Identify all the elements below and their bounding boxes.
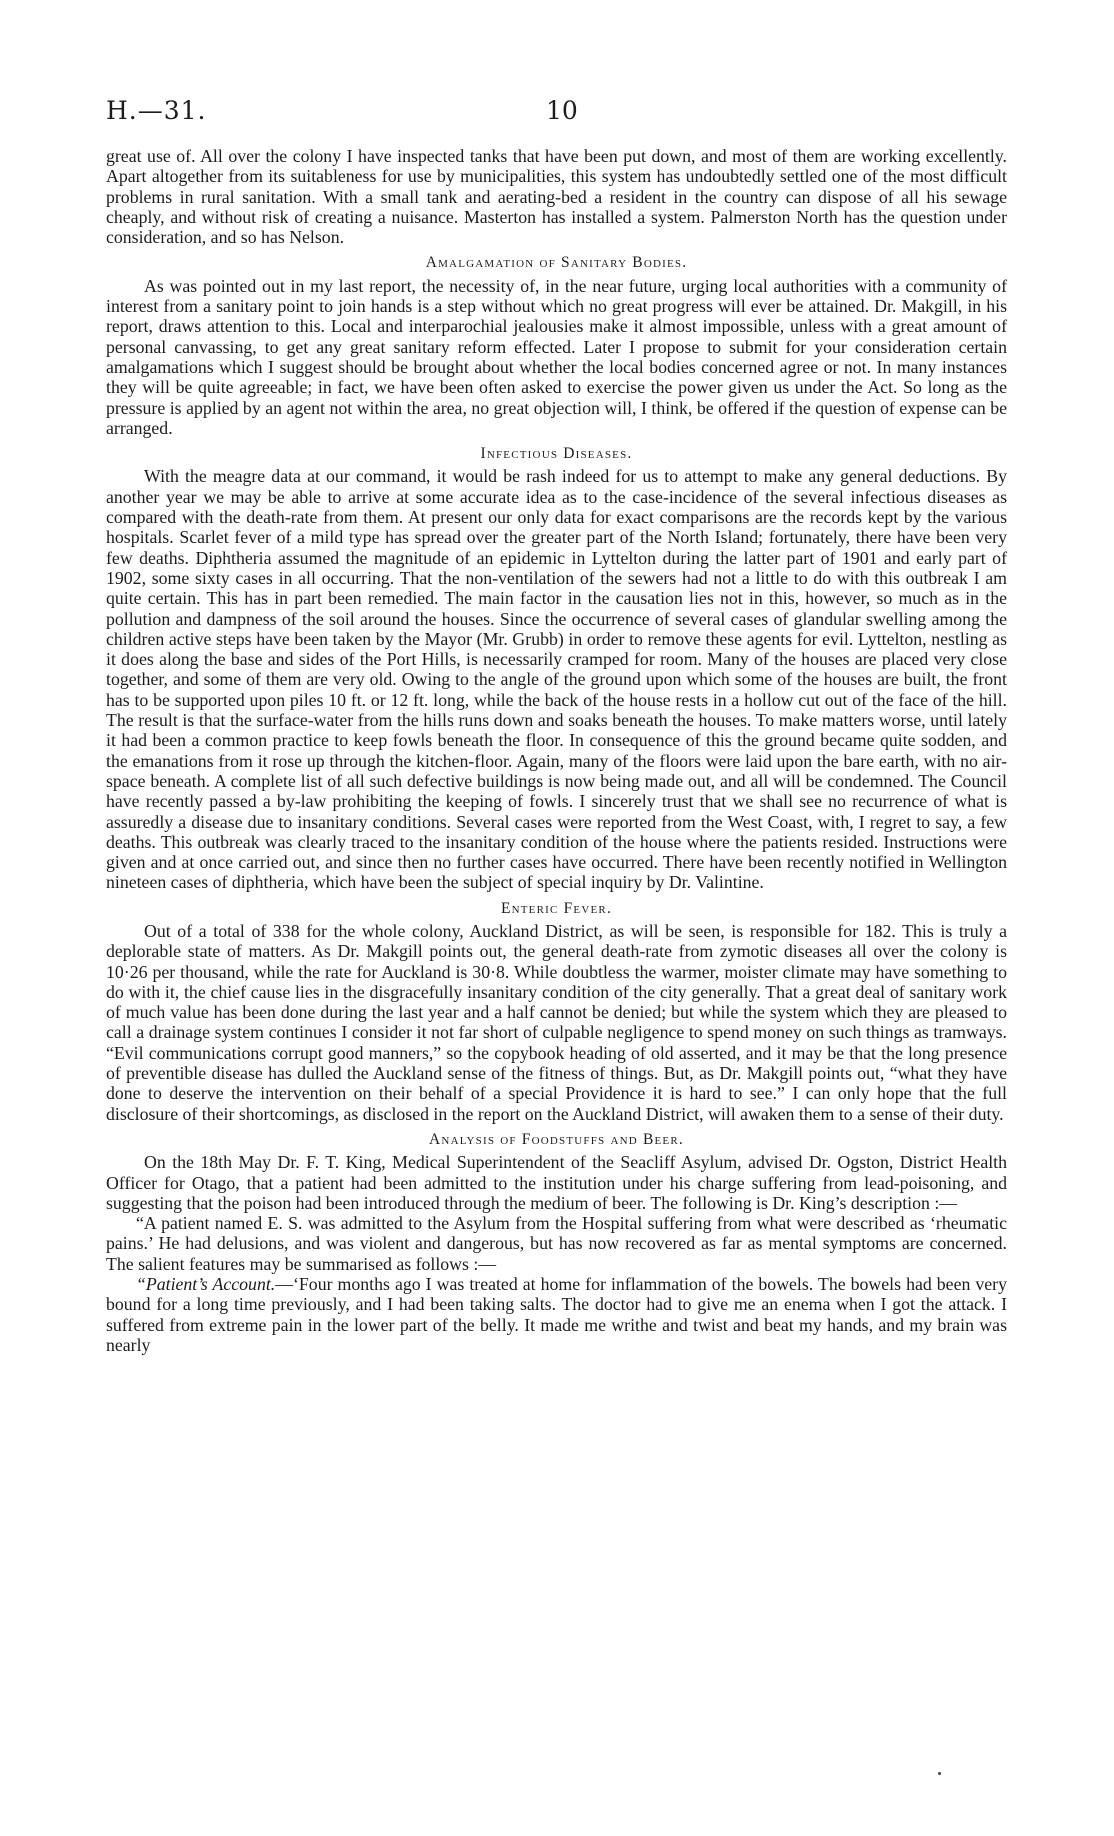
page-header [106, 96, 1006, 130]
page-number: 10 [546, 96, 578, 125]
quote-paragraph: “A patient named E. S. was admitted to the Asylum from the Hospital suffering from what were described as ‘rheumatic pains.’ He had delusions, and was violent and dangerous, but has now recovered as far as mental symptoms are concerned. The salient features may be summarised as follows :— [106, 1213, 1007, 1274]
patient-account-text: —‘Four months ago I was treated at home for inflammation of the bowels. The bowels had been very bound for a long time previously, and I had been taking salts. The doctor had to give me an enema when I got the attack. I suffered from extreme pain in the lower part of the belly. It made me writhe and twist and beat my hands, and my brain was nearly [106, 1274, 1007, 1355]
section-heading-infectious-diseases: Infectious Diseases. [480, 445, 633, 463]
stray-mark [938, 1772, 941, 1775]
section-heading-amalgamation: Amalgamation of Sanitary Bodies. [425, 254, 688, 272]
patient-account-label: “Patient’s Account. [136, 1274, 276, 1295]
section-heading-foodstuffs: Analysis of Foodstuffs and Beer. [429, 1130, 684, 1148]
section-heading-enteric-fever: Enteric Fever. [500, 899, 613, 917]
paragraph-foodstuffs: On the 18th May Dr. F. T. King, Medical Superintendent of the Seacliff Asylum, advised Dr. Ogston, District Health Officer for Otago, that a patient had been admitted to the institution under his charge suffering from lead-poisoning, and suggesting that the poison had been introduced through the medium of beer. The following is Dr. King’s description :— [106, 1152, 1007, 1213]
paragraph-infectious-diseases: With the meagre data at our command, it would be rash indeed for us to attempt to make any general deductions. By another year we may be able to arrive at some accurate idea as to the case-incidence of the several infectious diseases as compared with the death-rate from them. At present our only data for exact comparisons are the records kept by the various hospitals. Scarlet fever of a mild type has spread over the greater part of the North Island; fortunately, there have been very few deaths. Diphtheria assumed the magnitude of an epidemic in Lyttelton during the latter part of 1901 and early part of 1902, some sixty cases in all occurring. That the non-ventilation of the sewers had not a little to do with this outbreak I am quite certain. This has in part been remedied. The main factor in the causation lies not in this, however, so much as in the pollution and dampness of the soil around the houses. Since the occurrence of several cases of glandular swelling among the children active steps have been taken by the Mayor (Mr. Grubb) in order to remove these agents for evil. Lyttelton, nestling as it does along the base and sides of the Port Hills, is necessarily cramped for room. Many of the houses are placed very close together, and some of them are very old. Owing to the angle of the ground upon which some of the houses are built, the front has to be supported upon piles 10 ft. or 12 ft. long, while the back of the house rests in a hollow cut out of the face of the hill. The result is that the surface-water from the hills runs down and soaks beneath the houses. To make matters worse, until lately it had been a common practice to keep fowls beneath the floor. In consequence of this the ground became quite sodden, and the emanations from it rose up through the kitchen-floor. Again, many of the floors were laid upon the bare earth, with no air-space beneath. A complete list of all such defective buildings is now being made out, and all will be condemned. The Council have recently passed a by-law prohibiting the keeping of fowls. I sincerely trust that we shall see no recurrence of what is assuredly a disease due to insanitary conditions. Several cases were reported from the West Coast, with, I regret to say, a few deaths. This outbreak was clearly traced to the insanitary condition of the house where the patients resided. Instructions were given and at once carried out, and since then no further cases have occurred. There have been recently notified in Wellington nineteen cases of diphtheria, which have been the subject of special inquiry by Dr. Valintine. [106, 466, 1007, 893]
intro-paragraph: great use of. All over the colony I have inspected tanks that have been put down, and most of them are working excellently. Apart altogether from its suitableness for use by municipalities, this system has undoubtedly settled one of the most difficult problems in rural sanitation. With a small tank and aerating-bed a resident in the country can dispose of all his sewage cheaply, and without risk of creating a nuisance. Masterton has installed a system. Palmerston North has the question under consideration, and so has Nelson. [106, 146, 1007, 248]
document-body [106, 146, 1007, 1355]
patient-account-paragraph [106, 1274, 1007, 1355]
paragraph-amalgamation: As was pointed out in my last report, the necessity of, in the near future, urging local authorities with a community of interest from a sanitary point to join hands is a step without which no great progress will ever be attained. Dr. Makgill, in his report, draws attention to this. Local and interparochial jealousies make it almost impossible, unless with a great amount of personal canvassing, to get any great sanitary reform effected. Later I propose to submit for your consideration certain amalgamations which I suggest should be brought about whether the local bodies concerned agree or not. In many instances they will be quite agreeable; in fact, we have been often asked to exercise the power given us under the Act. So long as the pressure is applied by an agent not within the area, no great objection will, I think, be offered if the question of expense can be arranged. [106, 275, 1007, 438]
document-reference: H.—31. [106, 96, 207, 125]
paragraph-enteric-fever: Out of a total of 338 for the whole colony, Auckland District, as will be seen, is responsible for 182. This is truly a deplorable state of matters. As Dr. Makgill points out, the general death-rate from zymotic diseases all over the colony is 10·26 per thousand, while the rate for Auckland is 30·8. While doubtless the warmer, moister climate may have something to do with it, the chief cause lies in the disgracefully insanitary condition of the city generally. That a great deal of sanitary work of much value has been done during the last year and a half cannot be denied; but while the system which they are pleased to call a drainage system continues I consider it not far short of culpable negligence to spend money on such things as tramways. “Evil communications corrupt good manners,” so the copybook heading of old asserted, and it may be that the long presence of preventible disease has dulled the Auckland sense of the fitness of things. But, as Dr. Makgill points out, “what they have done to deserve the intervention on their behalf of a special Providence it is hard to see.” I can only hope that the full disclosure of their shortcomings, as disclosed in the report on the Auckland District, will awaken them to a sense of their duty. [106, 920, 1007, 1124]
